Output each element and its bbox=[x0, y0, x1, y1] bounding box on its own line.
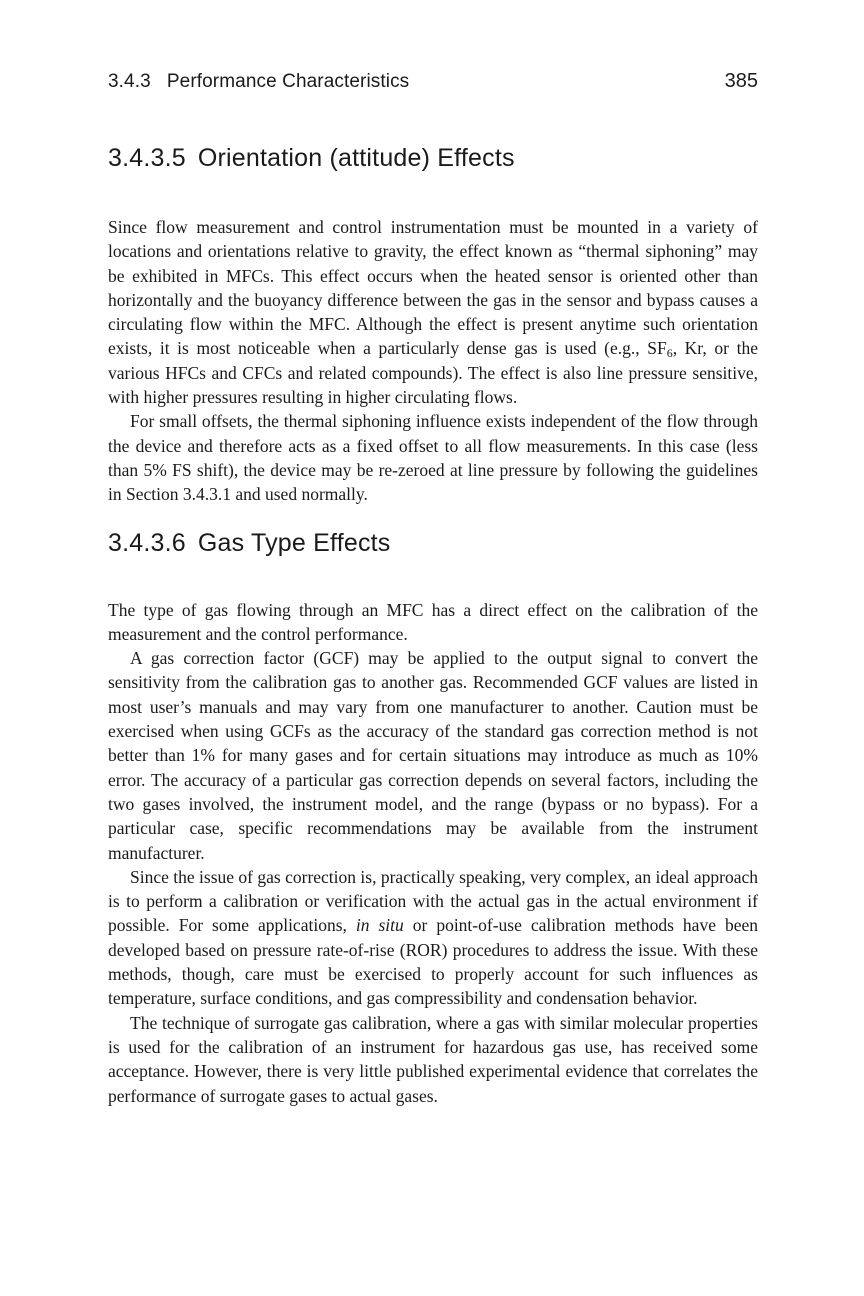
paragraph bbox=[108, 215, 758, 409]
paragraph: The type of gas flowing through an MFC has a direct effect on the calibration of the measurement and the control performance. bbox=[108, 599, 758, 644]
subscript: 6 bbox=[666, 346, 673, 361]
paragraph-text: , Kr, or the various HFCs and CFCs and related compounds). The effect is also line pressure sensitive, with higher pressures resulting in higher circulating flows. bbox=[108, 338, 758, 408]
section-title: Orientation (attitude) Effects bbox=[197, 144, 515, 172]
paragraph: A gas correction factor (GCF) may be applied to the output signal to convert the sensitivity from the calibration gas to another gas. Recommended GCF values are listed in most user’s manuals and may vary from one manufacturer to another. Caution must be exercised when using GCFs as the accuracy of the standard gas correction method is not better than 1% for many gases and for certain situations may introduce as much as 10% error. The accuracy of a particular gas correction depends on several factors, including the two gases involved, the instrument model, and the range (bypass or no bypass). For a particular case, specific recommendations may be available from the instrument manufacturer. bbox=[108, 648, 758, 863]
paragraph: For small offsets, the thermal siphoning influence exists independent of the flow through the device and therefore acts as a fixed offset to all flow measurements. In this case (less than 5% FS shift), the device may be re-zeroed at line pressure by following the guidelines in Section 3.4.3.1 and used normally. bbox=[108, 411, 758, 505]
paragraph-text: Since flow measurement and control instrumentation must be mounted in a variety of locations and orientations relative to gravity, the effect known as “thermal siphoning” may be exhibited in MFCs. This effect occurs when the heated sensor is oriented other than horizontally and the buoyancy difference between the gas in the sensor and bypass causes a circulating flow within the MFC. Although the effect is present anytime such orientation exists, it is most noticeable when a particularly dense gas is used (e.g., SF bbox=[108, 217, 758, 359]
section-number: 3.4.3.6 bbox=[108, 528, 186, 557]
paragraph-text: or point-of-use calibration methods have been developed based on pressure rate-of-rise (ROR) procedures to address the issue. With these methods, though, care must be exercised to properly account for such influences as temperature, surface conditions, and gas compressibility and condensation behavior. bbox=[108, 915, 758, 1009]
running-header bbox=[108, 70, 758, 100]
section-title: Gas Type Effects bbox=[197, 528, 391, 557]
section-heading-orientation bbox=[108, 144, 758, 173]
italic-term: in situ bbox=[355, 915, 404, 936]
paragraph-text: Since the issue of gas correction is, practically speaking, very complex, an ideal approach is to perform a calibration or verification with the actual gas in the actual environment if possible. For some applications, bbox=[108, 866, 758, 936]
page-number: 385 bbox=[724, 70, 758, 92]
paragraph: The technique of surrogate gas calibration, where a gas with similar molecular properties is used for the calibration of an instrument for hazardous gas use, has received some acceptance. However, there is very little published experimental evidence that correlates the performance of surrogate gases to actual gases. bbox=[108, 1012, 758, 1106]
running-title: 3.4.3 Performance Characteristics bbox=[108, 71, 410, 92]
paragraph bbox=[108, 865, 758, 1011]
section-heading-gas-type bbox=[108, 529, 758, 558]
section-number: 3.4.3.5 bbox=[108, 144, 186, 172]
book-page bbox=[108, 70, 758, 1108]
